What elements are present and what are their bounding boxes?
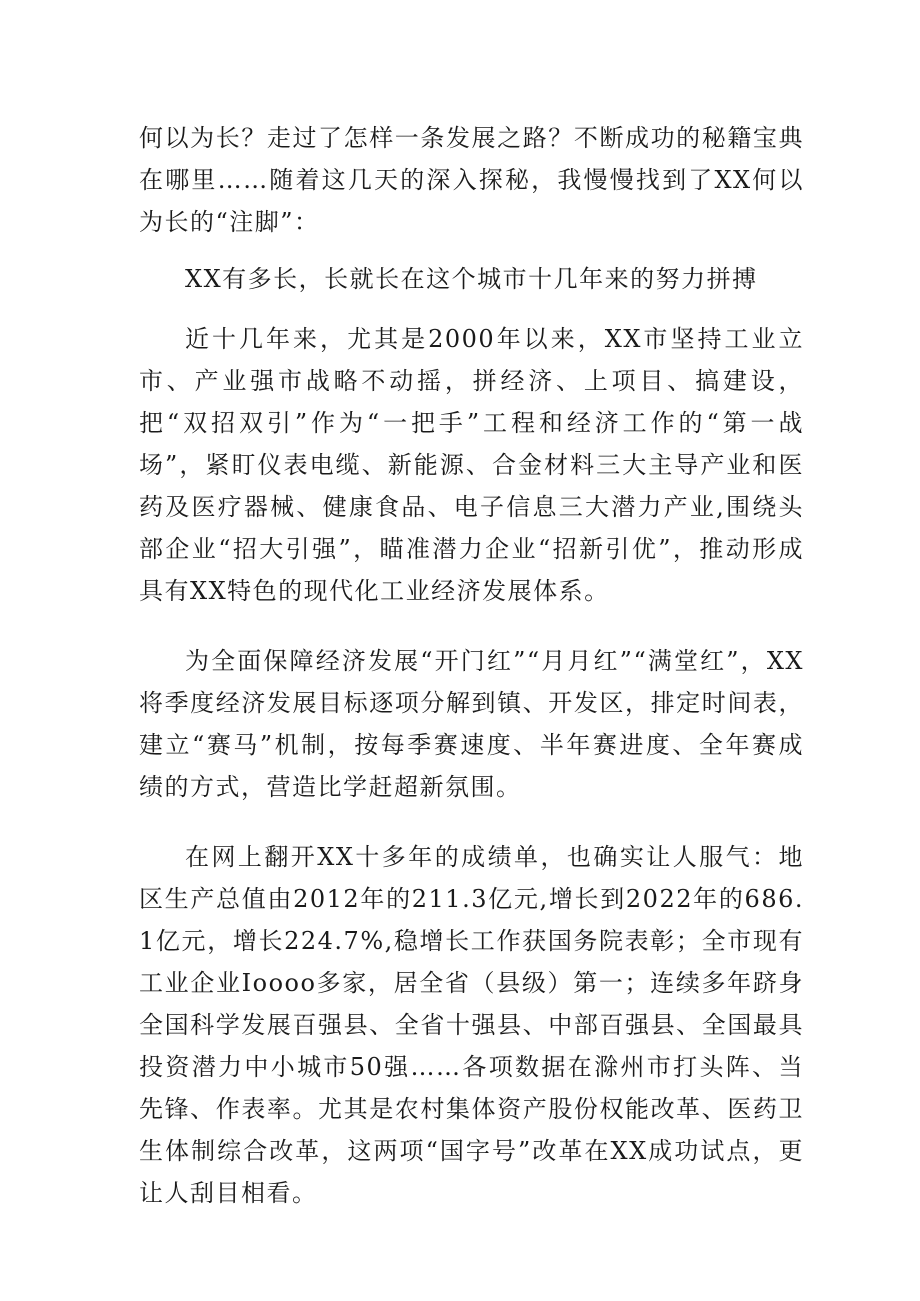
section-heading: XX有多长，长就长在这个城市十几年来的努力拼搏 — [185, 265, 758, 293]
paragraph-achievements: 在网上翻开XX十多年的成绩单，也确实让人服气：地区生产总值由2012年的211.3亿元,增长到2022年的686.1亿元，增长224.7%,稳增长工作获国务院表彰；全市现有工业企业Ioooo多家，居全省（县级）第一；连续多年跻身全国科学发展百强县、全省十强县、中部百强县、全国最具投资潜力中小城市50强……各项数据在滁州市打头阵、当先锋、作表率。尤其是农村集体资产股份权能改革、医药卫生体制综合改革，这两项“国字号”改革在XX成功试点，更让人刮目相看。 — [139, 843, 804, 1207]
paragraph-industry-strategy: 近十几年来，尤其是2000年以来，XX市坚持工业立市、产业强市战略不动摇，拼经济、上项目、搞建设，把“双招双引”作为“一把手”工程和经济工作的“第一战场”，紧盯仪表电缆、新能源、合金材料三大主导产业和医药及医疗器械、健康食品、电子信息三大潜力产业,围绕头部企业“招大引强”，瞄准潜力企业“招新引优”，推动形成具有XX特色的现代化工业经济发展体系。 — [139, 325, 804, 605]
paragraph-economic-targets: 为全面保障经济发展“开门红”“月月红”“满堂红”，XX将季度经济发展目标逐项分解到镇、开发区，排定时间表，建立“赛马”机制，按每季赛速度、半年赛进度、全年赛成绩的方式，营造比学赶超新氛围。 — [139, 647, 804, 801]
intro-paragraph: 何以为长？走过了怎样一条发展之路？不断成功的秘籍宝典在哪里……随着这几天的深入探秘，我慢慢找到了XX何以为长的“注脚”： — [139, 124, 804, 236]
